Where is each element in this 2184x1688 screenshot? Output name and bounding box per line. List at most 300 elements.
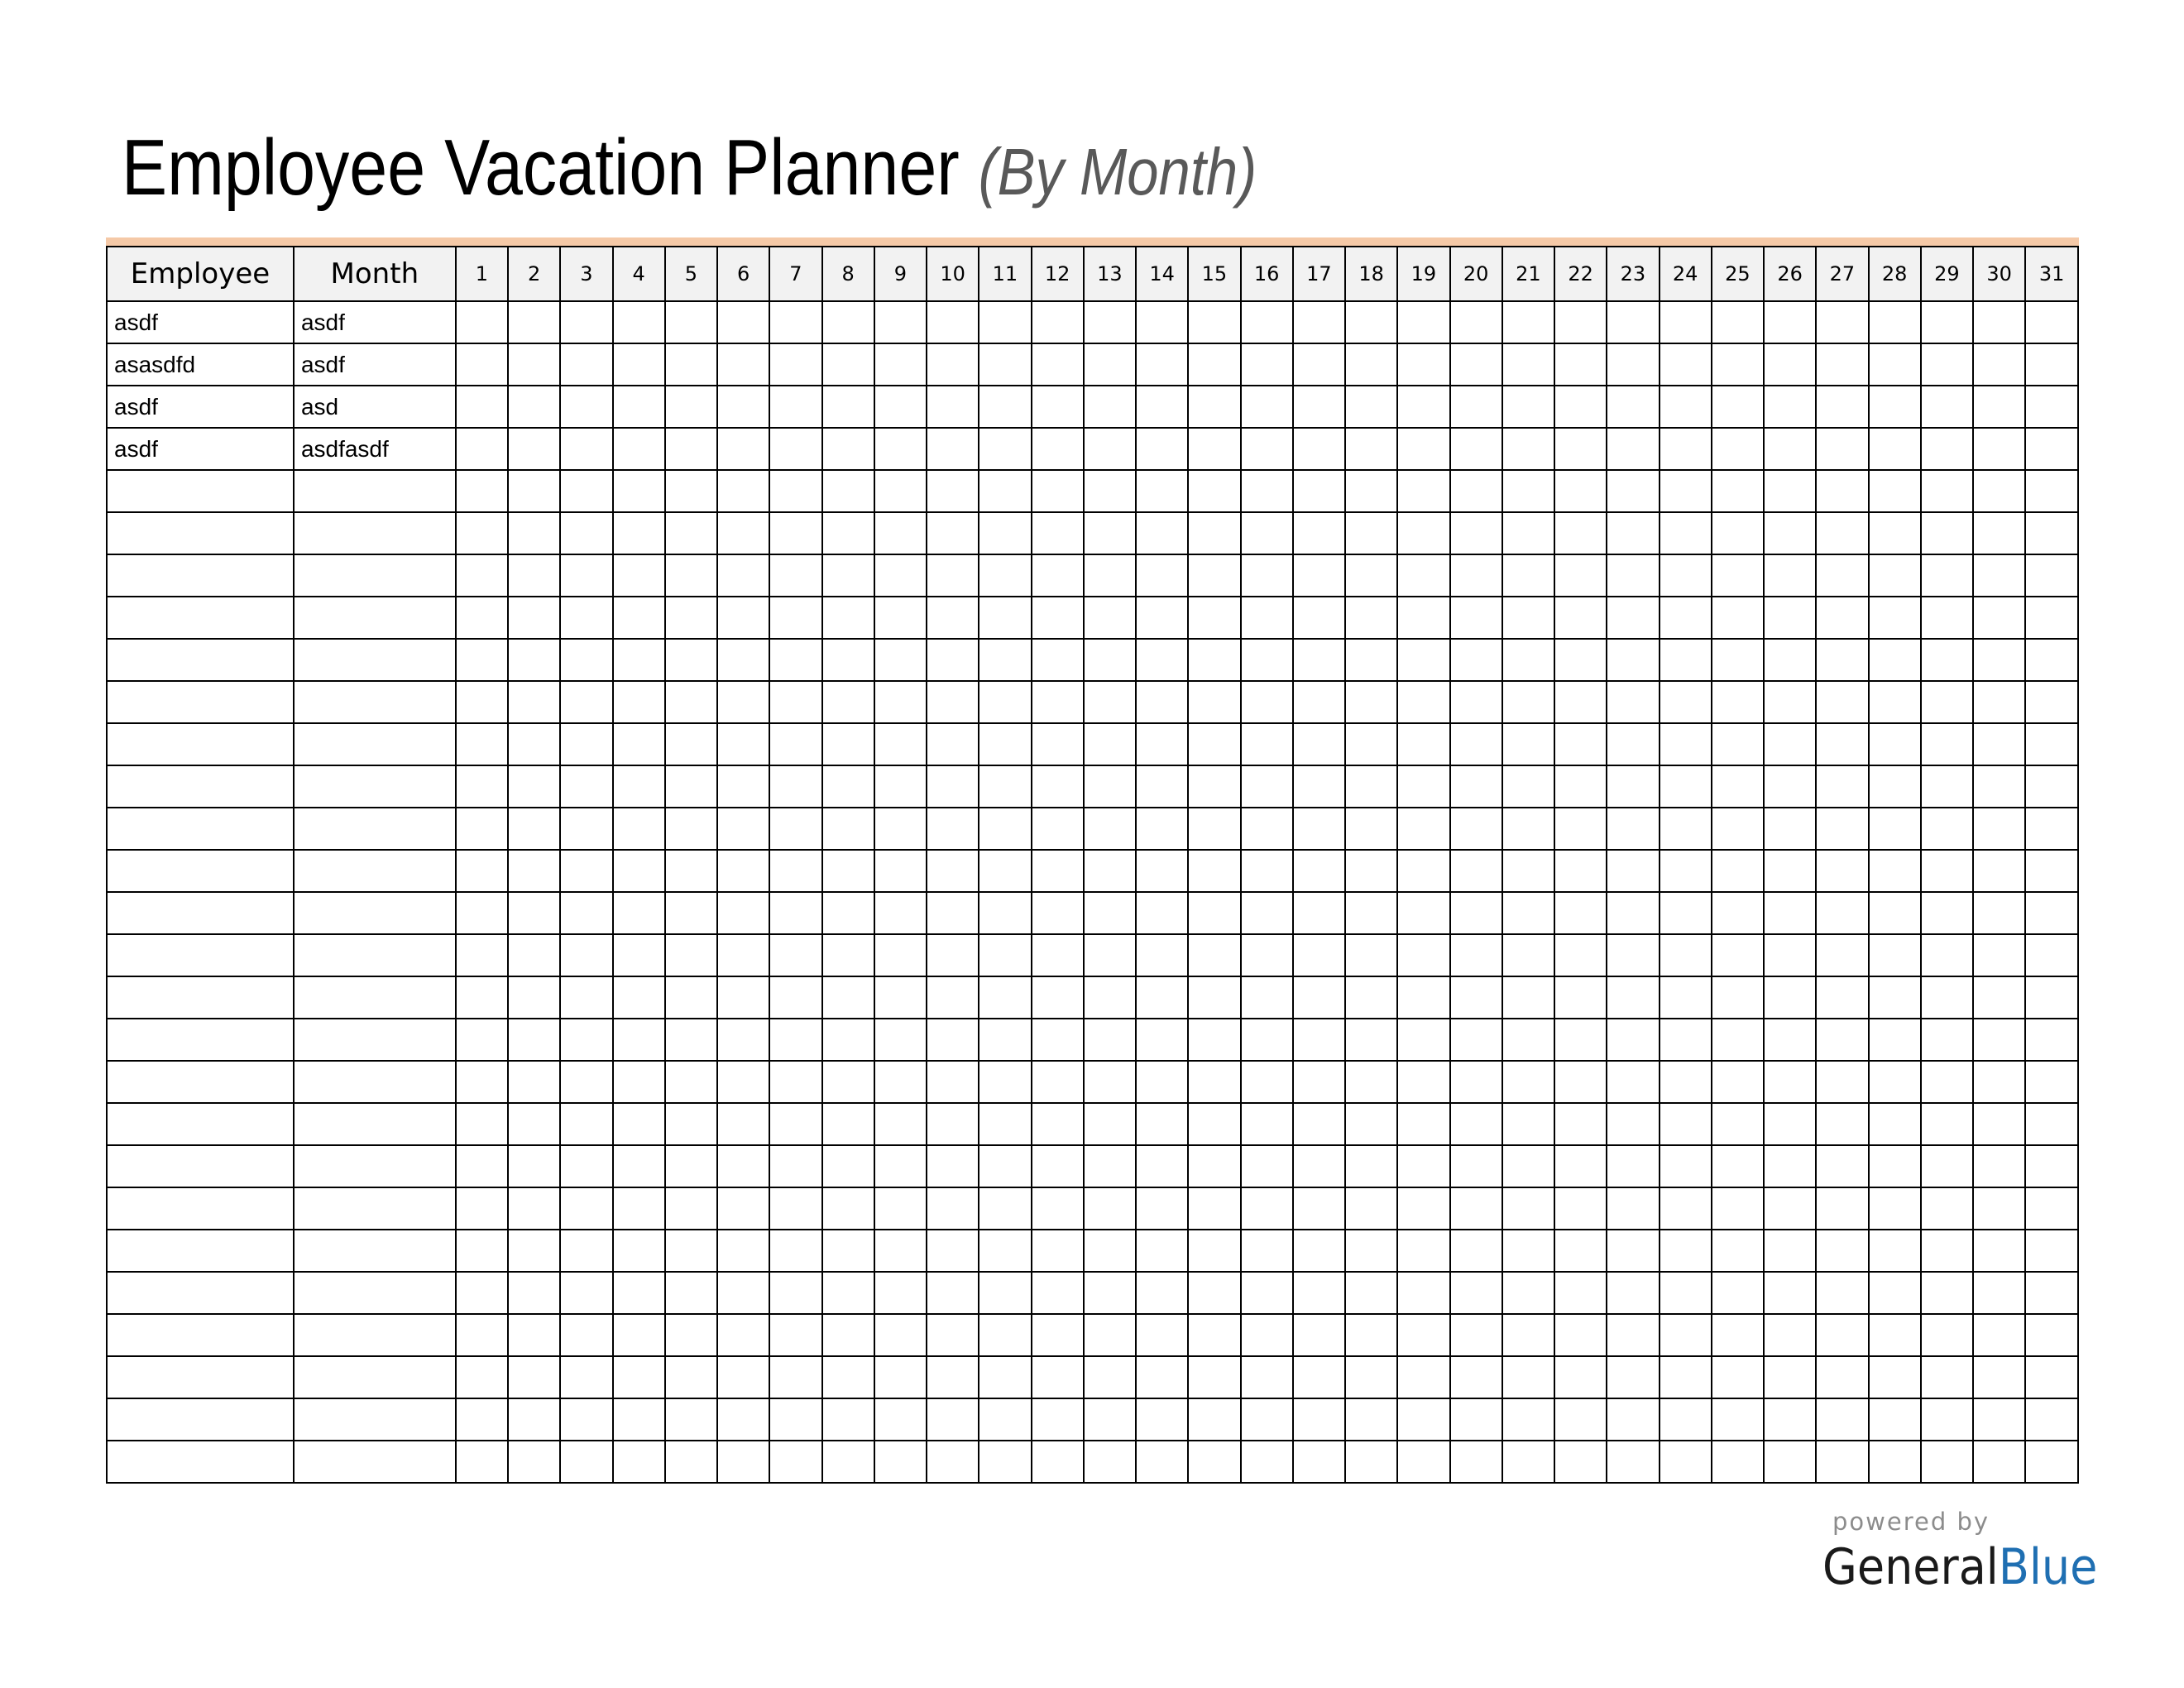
- day-cell[interactable]: [456, 850, 508, 892]
- day-cell[interactable]: [1764, 554, 1816, 597]
- day-cell[interactable]: [560, 554, 612, 597]
- day-cell[interactable]: [1869, 723, 1921, 765]
- day-cell[interactable]: [1032, 1019, 1084, 1061]
- day-cell[interactable]: [1032, 976, 1084, 1019]
- day-cell[interactable]: [717, 1230, 769, 1272]
- day-cell[interactable]: [1973, 1272, 2025, 1314]
- day-cell[interactable]: [2025, 892, 2078, 934]
- day-cell[interactable]: [874, 808, 927, 850]
- day-cell[interactable]: [1712, 1061, 1764, 1103]
- day-cell[interactable]: [1869, 470, 1921, 512]
- day-cell[interactable]: [1660, 1230, 1712, 1272]
- day-cell[interactable]: [508, 1145, 560, 1187]
- day-cell[interactable]: [927, 1103, 979, 1145]
- day-cell[interactable]: [613, 1398, 665, 1441]
- day-cell[interactable]: [508, 1019, 560, 1061]
- day-cell[interactable]: [822, 1187, 874, 1230]
- day-cell[interactable]: [613, 892, 665, 934]
- day-cell[interactable]: [769, 470, 821, 512]
- day-cell[interactable]: [1921, 639, 1973, 681]
- day-cell[interactable]: [979, 343, 1031, 386]
- day-cell[interactable]: [717, 343, 769, 386]
- day-cell[interactable]: [1502, 386, 1554, 428]
- day-cell[interactable]: [927, 428, 979, 470]
- day-cell[interactable]: [1345, 343, 1397, 386]
- day-cell[interactable]: [1502, 765, 1554, 808]
- day-cell[interactable]: [1293, 1356, 1345, 1398]
- day-cell[interactable]: [1084, 343, 1136, 386]
- day-cell[interactable]: [979, 639, 1031, 681]
- day-cell[interactable]: [979, 681, 1031, 723]
- day-cell[interactable]: [1712, 597, 1764, 639]
- day-cell[interactable]: [1345, 1441, 1397, 1483]
- day-cell[interactable]: [1816, 1314, 1868, 1356]
- day-cell[interactable]: [560, 512, 612, 554]
- day-cell[interactable]: [1764, 386, 1816, 428]
- day-cell[interactable]: [1450, 723, 1502, 765]
- day-cell[interactable]: [508, 470, 560, 512]
- day-cell[interactable]: [1136, 1145, 1188, 1187]
- day-cell[interactable]: [665, 1061, 717, 1103]
- day-cell[interactable]: [1660, 850, 1712, 892]
- day-cell[interactable]: [1869, 892, 1921, 934]
- day-cell[interactable]: [1712, 1356, 1764, 1398]
- day-cell[interactable]: [560, 808, 612, 850]
- day-cell[interactable]: [665, 1272, 717, 1314]
- day-cell[interactable]: [1188, 639, 1240, 681]
- day-cell[interactable]: [1869, 850, 1921, 892]
- employee-cell[interactable]: asdf: [107, 428, 294, 470]
- day-cell[interactable]: [1502, 301, 1554, 343]
- day-cell[interactable]: [1869, 1398, 1921, 1441]
- day-cell[interactable]: [979, 1061, 1031, 1103]
- day-cell[interactable]: [1660, 301, 1712, 343]
- day-cell[interactable]: [508, 892, 560, 934]
- day-cell[interactable]: [665, 934, 717, 976]
- day-cell[interactable]: [456, 1441, 508, 1483]
- day-cell[interactable]: [1764, 470, 1816, 512]
- day-cell[interactable]: [1921, 1145, 1973, 1187]
- day-cell[interactable]: [456, 765, 508, 808]
- month-cell[interactable]: [294, 1103, 456, 1145]
- day-cell[interactable]: [1554, 808, 1607, 850]
- employee-cell[interactable]: [107, 1398, 294, 1441]
- day-cell[interactable]: [1345, 1398, 1397, 1441]
- day-cell[interactable]: [1973, 512, 2025, 554]
- day-cell[interactable]: [1816, 808, 1868, 850]
- day-cell[interactable]: [1973, 892, 2025, 934]
- day-cell[interactable]: [456, 597, 508, 639]
- day-cell[interactable]: [717, 681, 769, 723]
- day-cell[interactable]: [1607, 892, 1659, 934]
- day-cell[interactable]: [1712, 1187, 1764, 1230]
- day-cell[interactable]: [1816, 681, 1868, 723]
- day-cell[interactable]: [508, 1061, 560, 1103]
- day-cell[interactable]: [874, 1019, 927, 1061]
- day-cell[interactable]: [822, 765, 874, 808]
- day-cell[interactable]: [1869, 1272, 1921, 1314]
- month-cell[interactable]: [294, 1314, 456, 1356]
- day-cell[interactable]: [1241, 808, 1293, 850]
- day-cell[interactable]: [927, 1230, 979, 1272]
- day-cell[interactable]: [1921, 1356, 1973, 1398]
- day-cell[interactable]: [1921, 976, 1973, 1019]
- day-cell[interactable]: [1921, 1398, 1973, 1441]
- day-cell[interactable]: [1869, 1145, 1921, 1187]
- day-cell[interactable]: [927, 639, 979, 681]
- day-cell[interactable]: [508, 1230, 560, 1272]
- day-cell[interactable]: [1869, 1019, 1921, 1061]
- day-cell[interactable]: [1084, 808, 1136, 850]
- day-cell[interactable]: [822, 1314, 874, 1356]
- employee-cell[interactable]: [107, 1145, 294, 1187]
- day-cell[interactable]: [1764, 1356, 1816, 1398]
- day-cell[interactable]: [1502, 1314, 1554, 1356]
- day-cell[interactable]: [717, 976, 769, 1019]
- day-cell[interactable]: [1032, 639, 1084, 681]
- day-cell[interactable]: [1660, 1103, 1712, 1145]
- day-cell[interactable]: [1241, 1103, 1293, 1145]
- day-cell[interactable]: [1816, 1187, 1868, 1230]
- day-cell[interactable]: [1764, 892, 1816, 934]
- day-cell[interactable]: [1084, 934, 1136, 976]
- day-cell[interactable]: [1607, 976, 1659, 1019]
- day-cell[interactable]: [769, 976, 821, 1019]
- day-cell[interactable]: [1502, 597, 1554, 639]
- day-cell[interactable]: [1136, 976, 1188, 1019]
- month-cell[interactable]: [294, 723, 456, 765]
- day-cell[interactable]: [1450, 343, 1502, 386]
- day-cell[interactable]: [1502, 892, 1554, 934]
- day-cell[interactable]: [979, 892, 1031, 934]
- day-cell[interactable]: [1241, 1187, 1293, 1230]
- day-cell[interactable]: [874, 470, 927, 512]
- day-cell[interactable]: [769, 597, 821, 639]
- day-cell[interactable]: [613, 1314, 665, 1356]
- day-cell[interactable]: [1084, 1103, 1136, 1145]
- month-cell[interactable]: asdf: [294, 343, 456, 386]
- day-cell[interactable]: [1712, 1272, 1764, 1314]
- day-cell[interactable]: [1136, 470, 1188, 512]
- day-cell[interactable]: [456, 428, 508, 470]
- month-cell[interactable]: [294, 765, 456, 808]
- day-cell[interactable]: [1241, 850, 1293, 892]
- day-cell[interactable]: [1450, 1441, 1502, 1483]
- month-cell[interactable]: [294, 1145, 456, 1187]
- day-cell[interactable]: [769, 512, 821, 554]
- day-cell[interactable]: [822, 850, 874, 892]
- employee-cell[interactable]: asdf: [107, 386, 294, 428]
- day-cell[interactable]: [874, 428, 927, 470]
- day-cell[interactable]: [1345, 892, 1397, 934]
- day-cell[interactable]: [456, 1314, 508, 1356]
- day-cell[interactable]: [1241, 1356, 1293, 1398]
- employee-cell[interactable]: [107, 1019, 294, 1061]
- day-cell[interactable]: [1502, 723, 1554, 765]
- day-cell[interactable]: [927, 1019, 979, 1061]
- day-cell[interactable]: [613, 1145, 665, 1187]
- day-cell[interactable]: [1241, 1019, 1293, 1061]
- day-cell[interactable]: [613, 808, 665, 850]
- day-cell[interactable]: [1084, 723, 1136, 765]
- day-cell[interactable]: [2025, 934, 2078, 976]
- day-cell[interactable]: [1554, 301, 1607, 343]
- day-cell[interactable]: [1397, 1230, 1449, 1272]
- day-cell[interactable]: [1869, 1230, 1921, 1272]
- day-cell[interactable]: [508, 934, 560, 976]
- day-cell[interactable]: [560, 343, 612, 386]
- day-cell[interactable]: [1869, 976, 1921, 1019]
- day-cell[interactable]: [1241, 512, 1293, 554]
- day-cell[interactable]: [979, 386, 1031, 428]
- day-cell[interactable]: [1293, 1230, 1345, 1272]
- day-cell[interactable]: [979, 301, 1031, 343]
- day-cell[interactable]: [1712, 554, 1764, 597]
- day-cell[interactable]: [822, 976, 874, 1019]
- day-cell[interactable]: [1136, 723, 1188, 765]
- day-cell[interactable]: [1397, 1398, 1449, 1441]
- day-cell[interactable]: [1188, 470, 1240, 512]
- day-cell[interactable]: [560, 1314, 612, 1356]
- day-cell[interactable]: [1450, 850, 1502, 892]
- day-cell[interactable]: [1554, 639, 1607, 681]
- employee-cell[interactable]: [107, 850, 294, 892]
- day-cell[interactable]: [1032, 1398, 1084, 1441]
- day-cell[interactable]: [874, 1061, 927, 1103]
- day-cell[interactable]: [1136, 1441, 1188, 1483]
- employee-cell[interactable]: [107, 1441, 294, 1483]
- day-cell[interactable]: [979, 554, 1031, 597]
- day-cell[interactable]: [1712, 428, 1764, 470]
- day-cell[interactable]: [1660, 1019, 1712, 1061]
- day-cell[interactable]: [456, 892, 508, 934]
- day-cell[interactable]: [1712, 892, 1764, 934]
- day-cell[interactable]: [1397, 554, 1449, 597]
- day-cell[interactable]: [874, 892, 927, 934]
- day-cell[interactable]: [665, 1230, 717, 1272]
- day-cell[interactable]: [613, 723, 665, 765]
- day-cell[interactable]: [665, 1145, 717, 1187]
- day-cell[interactable]: [1397, 1019, 1449, 1061]
- day-cell[interactable]: [1293, 386, 1345, 428]
- day-cell[interactable]: [1241, 1441, 1293, 1483]
- day-cell[interactable]: [665, 1314, 717, 1356]
- day-cell[interactable]: [2025, 765, 2078, 808]
- month-cell[interactable]: [294, 1019, 456, 1061]
- day-cell[interactable]: [1502, 934, 1554, 976]
- day-cell[interactable]: [1293, 1061, 1345, 1103]
- day-cell[interactable]: [1293, 554, 1345, 597]
- day-cell[interactable]: [560, 934, 612, 976]
- day-cell[interactable]: [1921, 428, 1973, 470]
- day-cell[interactable]: [1136, 850, 1188, 892]
- day-cell[interactable]: [1084, 1145, 1136, 1187]
- day-cell[interactable]: [822, 1272, 874, 1314]
- day-cell[interactable]: [717, 1103, 769, 1145]
- employee-cell[interactable]: [107, 639, 294, 681]
- day-cell[interactable]: [1764, 1398, 1816, 1441]
- day-cell[interactable]: [1032, 597, 1084, 639]
- day-cell[interactable]: [1712, 681, 1764, 723]
- day-cell[interactable]: [822, 597, 874, 639]
- day-cell[interactable]: [1450, 976, 1502, 1019]
- day-cell[interactable]: [1973, 1398, 2025, 1441]
- day-cell[interactable]: [1032, 723, 1084, 765]
- day-cell[interactable]: [1816, 765, 1868, 808]
- day-cell[interactable]: [822, 934, 874, 976]
- day-cell[interactable]: [822, 1356, 874, 1398]
- day-cell[interactable]: [1084, 428, 1136, 470]
- day-cell[interactable]: [1869, 343, 1921, 386]
- employee-cell[interactable]: [107, 597, 294, 639]
- day-cell[interactable]: [508, 1187, 560, 1230]
- day-cell[interactable]: [1450, 1187, 1502, 1230]
- day-cell[interactable]: [665, 681, 717, 723]
- day-cell[interactable]: [1712, 934, 1764, 976]
- day-cell[interactable]: [1345, 976, 1397, 1019]
- day-cell[interactable]: [717, 1272, 769, 1314]
- day-cell[interactable]: [1345, 850, 1397, 892]
- day-cell[interactable]: [456, 1187, 508, 1230]
- day-cell[interactable]: [613, 1230, 665, 1272]
- day-cell[interactable]: [2025, 639, 2078, 681]
- day-cell[interactable]: [1712, 976, 1764, 1019]
- day-cell[interactable]: [508, 850, 560, 892]
- day-cell[interactable]: [1241, 1061, 1293, 1103]
- day-cell[interactable]: [927, 1314, 979, 1356]
- day-cell[interactable]: [2025, 554, 2078, 597]
- day-cell[interactable]: [979, 1441, 1031, 1483]
- day-cell[interactable]: [1554, 597, 1607, 639]
- day-cell[interactable]: [560, 386, 612, 428]
- day-cell[interactable]: [1502, 976, 1554, 1019]
- day-cell[interactable]: [1816, 723, 1868, 765]
- day-cell[interactable]: [769, 681, 821, 723]
- day-cell[interactable]: [1136, 808, 1188, 850]
- day-cell[interactable]: [613, 850, 665, 892]
- day-cell[interactable]: [1921, 765, 1973, 808]
- day-cell[interactable]: [1450, 1230, 1502, 1272]
- day-cell[interactable]: [1502, 1441, 1554, 1483]
- day-cell[interactable]: [1502, 1187, 1554, 1230]
- day-cell[interactable]: [508, 1356, 560, 1398]
- day-cell[interactable]: [1921, 1061, 1973, 1103]
- day-cell[interactable]: [717, 850, 769, 892]
- day-cell[interactable]: [1973, 934, 2025, 976]
- month-cell[interactable]: [294, 1272, 456, 1314]
- day-cell[interactable]: [1973, 1314, 2025, 1356]
- day-cell[interactable]: [927, 470, 979, 512]
- day-cell[interactable]: [1660, 512, 1712, 554]
- day-cell[interactable]: [1188, 1230, 1240, 1272]
- day-cell[interactable]: [1921, 301, 1973, 343]
- day-cell[interactable]: [1502, 639, 1554, 681]
- day-cell[interactable]: [665, 343, 717, 386]
- day-cell[interactable]: [1136, 1314, 1188, 1356]
- day-cell[interactable]: [456, 343, 508, 386]
- day-cell[interactable]: [1764, 597, 1816, 639]
- day-cell[interactable]: [1450, 808, 1502, 850]
- day-cell[interactable]: [1293, 892, 1345, 934]
- day-cell[interactable]: [665, 1398, 717, 1441]
- day-cell[interactable]: [1816, 512, 1868, 554]
- day-cell[interactable]: [1502, 343, 1554, 386]
- day-cell[interactable]: [1921, 470, 1973, 512]
- day-cell[interactable]: [1973, 343, 2025, 386]
- day-cell[interactable]: [1764, 639, 1816, 681]
- day-cell[interactable]: [1032, 512, 1084, 554]
- day-cell[interactable]: [1241, 1230, 1293, 1272]
- day-cell[interactable]: [1816, 1145, 1868, 1187]
- day-cell[interactable]: [874, 1272, 927, 1314]
- day-cell[interactable]: [508, 1441, 560, 1483]
- day-cell[interactable]: [769, 1441, 821, 1483]
- day-cell[interactable]: [1607, 765, 1659, 808]
- day-cell[interactable]: [2025, 343, 2078, 386]
- day-cell[interactable]: [456, 470, 508, 512]
- day-cell[interactable]: [2025, 1187, 2078, 1230]
- day-cell[interactable]: [1607, 1356, 1659, 1398]
- day-cell[interactable]: [1450, 765, 1502, 808]
- day-cell[interactable]: [822, 1019, 874, 1061]
- day-cell[interactable]: [456, 1272, 508, 1314]
- day-cell[interactable]: [1345, 723, 1397, 765]
- day-cell[interactable]: [1973, 765, 2025, 808]
- day-cell[interactable]: [1554, 934, 1607, 976]
- day-cell[interactable]: [1502, 1019, 1554, 1061]
- day-cell[interactable]: [1816, 428, 1868, 470]
- day-cell[interactable]: [613, 934, 665, 976]
- day-cell[interactable]: [1397, 723, 1449, 765]
- day-cell[interactable]: [1345, 470, 1397, 512]
- day-cell[interactable]: [560, 639, 612, 681]
- day-cell[interactable]: [1869, 808, 1921, 850]
- day-cell[interactable]: [717, 1061, 769, 1103]
- day-cell[interactable]: [1712, 1103, 1764, 1145]
- day-cell[interactable]: [717, 512, 769, 554]
- day-cell[interactable]: [1188, 1441, 1240, 1483]
- day-cell[interactable]: [1973, 428, 2025, 470]
- day-cell[interactable]: [560, 892, 612, 934]
- month-cell[interactable]: [294, 808, 456, 850]
- day-cell[interactable]: [508, 512, 560, 554]
- day-cell[interactable]: [1345, 1061, 1397, 1103]
- day-cell[interactable]: [456, 1019, 508, 1061]
- day-cell[interactable]: [1032, 1272, 1084, 1314]
- day-cell[interactable]: [1293, 301, 1345, 343]
- employee-cell[interactable]: [107, 976, 294, 1019]
- day-cell[interactable]: [1764, 723, 1816, 765]
- day-cell[interactable]: [1136, 386, 1188, 428]
- day-cell[interactable]: [822, 723, 874, 765]
- day-cell[interactable]: [1869, 1187, 1921, 1230]
- day-cell[interactable]: [927, 1398, 979, 1441]
- day-cell[interactable]: [1869, 386, 1921, 428]
- day-cell[interactable]: [927, 597, 979, 639]
- day-cell[interactable]: [1032, 681, 1084, 723]
- day-cell[interactable]: [1502, 470, 1554, 512]
- day-cell[interactable]: [1450, 428, 1502, 470]
- month-cell[interactable]: [294, 1061, 456, 1103]
- day-cell[interactable]: [1084, 470, 1136, 512]
- day-cell[interactable]: [769, 1187, 821, 1230]
- day-cell[interactable]: [1136, 681, 1188, 723]
- day-cell[interactable]: [874, 681, 927, 723]
- day-cell[interactable]: [1345, 765, 1397, 808]
- day-cell[interactable]: [874, 343, 927, 386]
- employee-cell[interactable]: [107, 723, 294, 765]
- day-cell[interactable]: [1188, 597, 1240, 639]
